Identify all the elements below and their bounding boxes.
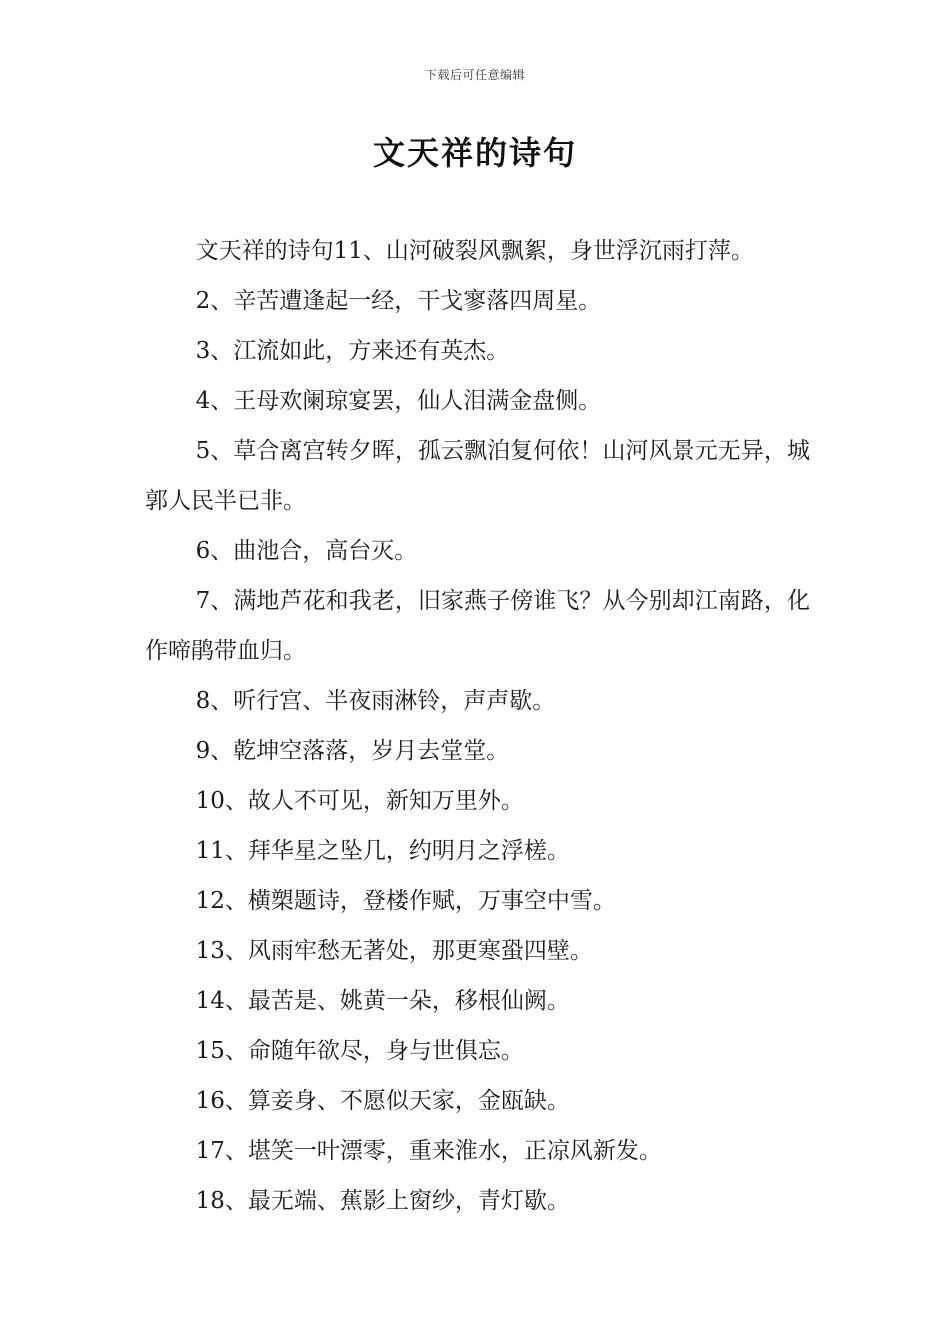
paragraph: 17、堪笑一叶漂零，重来淮水，正凉风新发。 — [195, 1138, 662, 1164]
paragraph: 15、命随年欲尽，身与世俱忘。 — [195, 1038, 524, 1064]
paragraph: 8、听行宫、半夜雨淋铃，声声歇。 — [195, 688, 556, 714]
paragraph: 12、横槊题诗，登楼作赋，万事空中雪。 — [195, 888, 616, 914]
paragraph: 18、最无端、蕉影上窗纱，青灯歇。 — [195, 1188, 570, 1214]
document-body — [145, 226, 810, 1226]
paragraph: 13、风雨牢愁无著处，那更寒蛩四壁。 — [195, 938, 593, 964]
header-note: 下载后可任意编辑 — [424, 68, 525, 82]
paragraph: 4、王母欢阑琼宴罢，仙人泪满金盘侧。 — [195, 388, 602, 414]
paragraph: 5、草合离宫转夕晖，孤云飘泊复何依！山河风景元无异，城郭人民半已非。 — [145, 438, 810, 514]
paragraph: 14、最苦是、姚黄一朵，移根仙阙。 — [195, 988, 570, 1014]
paragraph: 10、故人不可见，新知万里外。 — [195, 788, 524, 814]
paragraph: 3、江流如此，方来还有英杰。 — [195, 338, 510, 364]
document-title: 文天祥的诗句 — [372, 134, 577, 172]
paragraph: 7、满地芦花和我老，旧家燕子傍谁飞？从今别却江南路，化作啼鹃带血归。 — [145, 588, 810, 664]
paragraph: 2、辛苦遭逢起一经，干戈寥落四周星。 — [195, 288, 602, 314]
paragraph: 16、算妾身、不愿似天家，金瓯缺。 — [195, 1088, 570, 1114]
paragraph: 6、曲池合，高台灭。 — [195, 538, 418, 564]
paragraph: 9、乾坤空落落，岁月去堂堂。 — [195, 738, 510, 764]
paragraph: 11、拜华星之坠几，约明月之浮槎。 — [195, 838, 570, 864]
paragraph: 文天祥的诗句11、山河破裂风飘絮，身世浮沉雨打萍。 — [195, 238, 754, 264]
